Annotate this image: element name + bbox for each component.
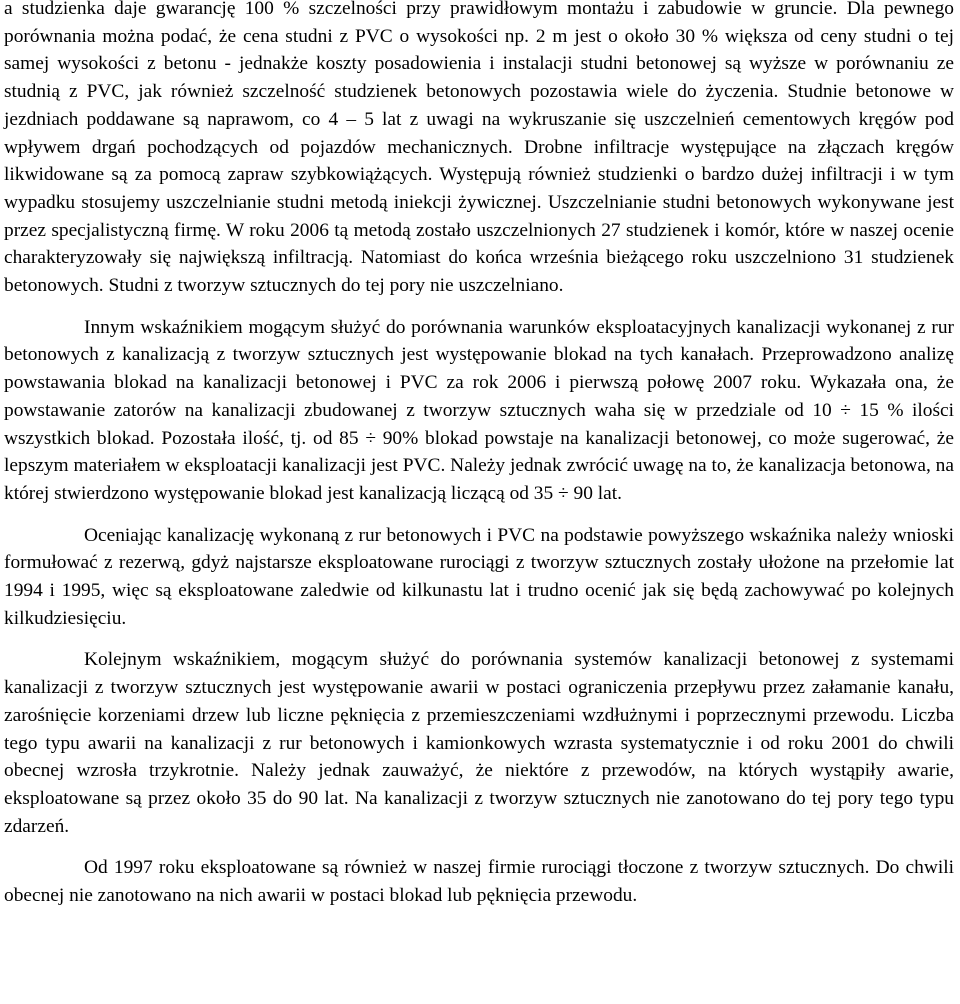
paragraph-4: Kolejnym wskaźnikiem, mogącym służyć do porównania systemów kanalizacji betonowej z systemami kanalizacji z tworzyw sztucznych jest występowanie awarii w postaci ograniczenia przepływu przez załamanie kanału, zarośnięcie korzeniami drzew lub liczne pęknięcia z przemieszczeniami wzdłużnymi i poprzecznymi przewodu. Liczba tego typu awarii na kanalizacji z rur betonowych i kamionkowych wzrasta systematycznie i od roku 2001 do chwili obecnej wzrosła trzykrotnie. Należy jednak zauważyć, że niektóre z przewodów, na których wystąpiły awarie, eksploatowane są przez około 35 do 90 lat. Na kanalizacji z tworzyw sztucznych nie zanotowano do tej pory tego typu zdarzeń. bbox=[4, 649, 954, 837]
paragraph-3: Oceniając kanalizację wykonaną z rur betonowych i PVC na podstawie powyższego wskaźnika należy wnioski formułować z rezerwą, gdyż najstarsze eksploatowane rurociągi z tworzyw sztucznych zostały ułożone na przełomie lat 1994 i 1995, więc są eksploatowane zaledwie od kilkunastu lat i trudno ocenić jak się będą zachowywać po kolejnych kilkudziesięciu. bbox=[4, 524, 954, 629]
document-page bbox=[4, 0, 954, 910]
paragraph-5: Od 1997 roku eksploatowane są również w naszej firmie rurociągi tłoczone z tworzyw sztucznych. Do chwili obecnej nie zanotowano na nich awarii w postaci blokad lub pęknięcia przewodu. bbox=[4, 857, 954, 907]
paragraph-1: a studzienka daje gwarancję 100 % szczelności przy prawidłowym montażu i zabudowie w gruncie. Dla pewnego porównania można podać, że cena studni z PVC o wysokości np. 2 m jest o około 30 % większa od ceny studni o tej samej wysokości z betonu - jednakże koszty posadowienia i instalacji studni betonowej są wyższe w porównaniu ze studnią z PVC, jak również szczelność studzienek betonowych pozostawia wiele do życzenia. Studnie betonowe w jezdniach poddawane są naprawom, co 4 – 5 lat z uwagi na wykruszanie się uszczelnień cementowych kręgów pod wpływem drgań pochodzących od pojazdów mechanicznych. Drobne infiltracje występujące na złączach kręgów likwidowane są za pomocą zapraw szybkowiążących. Występują również studzienki o bardzo dużej infiltracji i w tym wypadku stosujemy uszczelnianie studni metodą iniekcji żywicznej. Uszczelnianie studni betonowych wykonywane jest przez specjalistyczną firmę. W roku 2006 tą metodą zostało uszczelnionych 27 studzienek i komór, które w naszej ocenie charakteryzowały się największą infiltracją. Natomiast do końca września bieżącego roku uszczelniono 31 studzienek betonowych. Studni z tworzyw sztucznych do tej pory nie uszczelniano. bbox=[4, 0, 954, 297]
paragraph-2: Innym wskaźnikiem mogącym służyć do porównania warunków eksploatacyjnych kanalizacji wykonanej z rur betonowych z kanalizacją z tworzyw sztucznych jest występowanie blokad na tych kanałach. Przeprowadzono analizę powstawania blokad na kanalizacji betonowej i PVC za rok 2006 i pierwszą połowę 2007 roku. Wykazała ona, że powstawanie zatorów na kanalizacji zbudowanej z tworzyw sztucznych waha się w przedziale od 10 ÷ 15 % ilości wszystkich blokad. Pozostała ilość, tj. od 85 ÷ 90% blokad powstaje na kanalizacji betonowej, co może sugerować, że lepszym materiałem w eksploatacji kanalizacji jest PVC. Należy jednak zwrócić uwagę na to, że kanalizacja betonowa, na której stwierdzono występowanie blokad jest kanalizacją liczącą od 35 ÷ 90 lat. bbox=[4, 316, 954, 504]
